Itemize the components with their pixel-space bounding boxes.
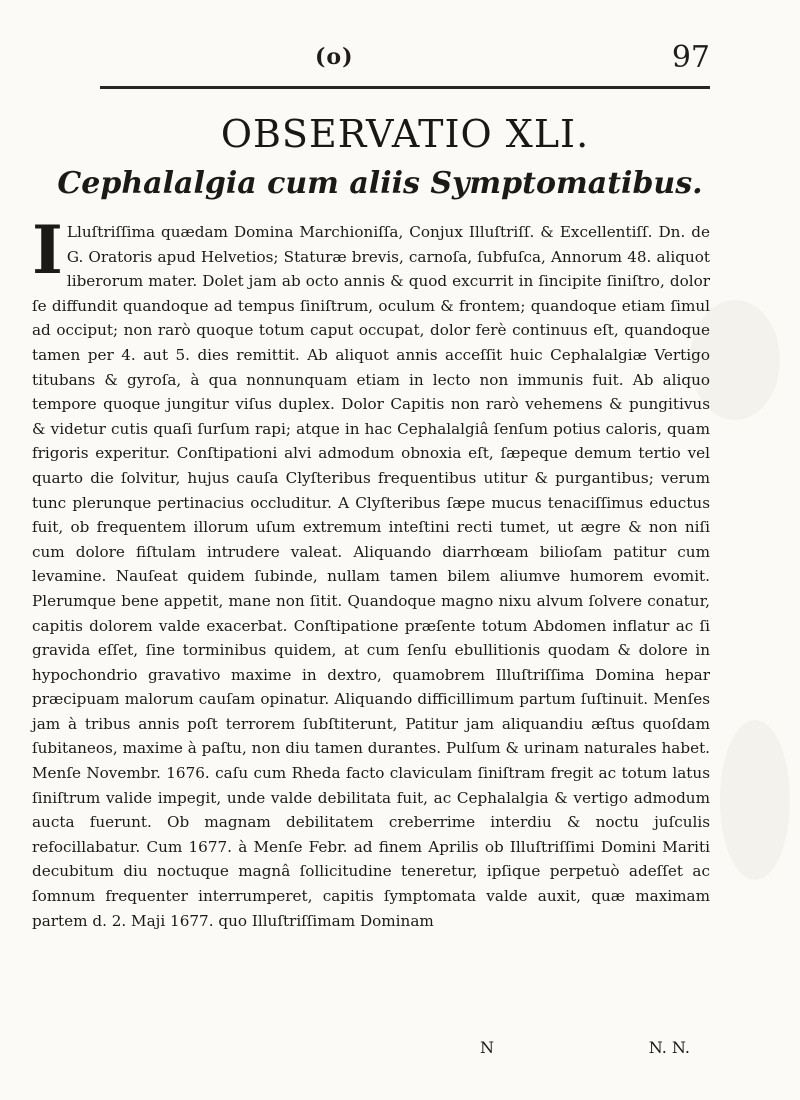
observation-subtitle: Cephalalgia cum aliis Symptomatibus. <box>57 166 703 201</box>
page-header <box>100 36 710 96</box>
drop-cap: I <box>32 211 63 289</box>
observation-title: OBSERVATIO XLI. <box>220 112 590 156</box>
body-text <box>32 211 710 933</box>
signature-mark: N <box>480 1038 494 1057</box>
catchword: N. N. <box>648 1038 690 1057</box>
paper-stain <box>720 720 790 880</box>
page-number: 97 <box>671 40 710 75</box>
header-rule <box>100 86 710 89</box>
body-paragraph <box>32 211 710 933</box>
header-ornament: (o) <box>315 44 354 70</box>
paragraph-text: Lluſtriſſima quædam Domina Marchioniſſa, Conjux Illuſtriſſ. & Excellentiſſ. Dn. de G. Oratoris apud Helvetios; Staturæ brevis, carnoſa, ſubfuſca, Annorum 48. aliquot liberorum mater. Dolet jam ab octo annis & quod excurrit in ſincipite ſiniſtro, dolor ſe diffundit quandoque ad tempus ſiniſtrum, oculum & frontem; quandoque etiam ſimul ad occiput; non rarò quoque totum caput occupat, dolor ferè continuus eſt, quandoque tamen per 4. aut 5. dies remittit. Ab aliquot annis acceſſit huic Cephalalgiæ Vertigo titubans & gyroſa, à qua nonnunquam etiam in lecto non immunis fuit. Ab aliquo tempore quoque jungitur viſus duplex. Dolor Capitis non rarò vehemens & pungitivus & videtur cutis quaſi ſurſum rapi; atque in hac Cephalalgiâ ſenſum potius caloris, quam frigoris experitur. Conſtipationi alvi admodum obnoxia eſt, ſæpeque demum tertio vel quarto die ſolvitur, hujus cauſa Clyſteribus frequentibus utitur & purgantibus; verum tunc plerunque pertinacius occluditur. A Clyſteribus ſæpe mucus tenaciſſimus eductus fuit, ob frequentem illorum uſum extremum inteſtini recti tumet, ut ægre & non niſi cum dolore fiſtulam intrudere valeat. Aliquando diarrhœam bilioſam patitur cum levamine. Nauſeat quidem ſubinde, nullam tamen bilem aliumve humorem evomit. Plerumque bene appetit, mane non ſitit. Quandoque magno nixu alvum ſolvere conatur, capitis dolorem valde exacerbat. Conſtipatione præſente totum Abdomen inflatur ac ſi gravida eſſet, ſine torminibus quidem, at cum ſenſu ebullitionis quodam & dolore in hypochondrio gravativo maxime in dextro, quamobrem Illuſtriſſima Domina hepar præcipuam malorum cauſam opinatur. Aliquando difficillimum partum ſuſtinuit. Menſes jam à tribus annis poſt terrorem ſubſtiterunt, Patitur jam aliquandiu æſtus quoſdam ſubitaneos, maxime à paſtu, non diu tamen durantes. Pulſum & urinam naturales habet. Menſe Novembr. 1676. caſu cum Rheda facto claviculam ſiniſtram fregit ac totum latus ſiniſtrum valide impegit, unde valde debilitata fuit, ac Cephalalgia & vertigo admodum aucta fuerunt. Ob magnam debilitatem creberrime interdiu & noctu juſculis refocillabatur. Cum 1677. à Menſe Febr. ad finem Aprilis ob Illuſtriſſimi Domini Mariti decubitum diu noctuque magnâ ſollicitudine teneretur, ipſique perpetuò adeſſet ac ſomnum frequenter interrumperet, capitis ſymptomata valde auxit, quæ maximam partem d. 2. Maji 1677. quo Illuſtriſſimam Dominam <box>32 223 710 930</box>
page-footer <box>32 1038 710 1064</box>
